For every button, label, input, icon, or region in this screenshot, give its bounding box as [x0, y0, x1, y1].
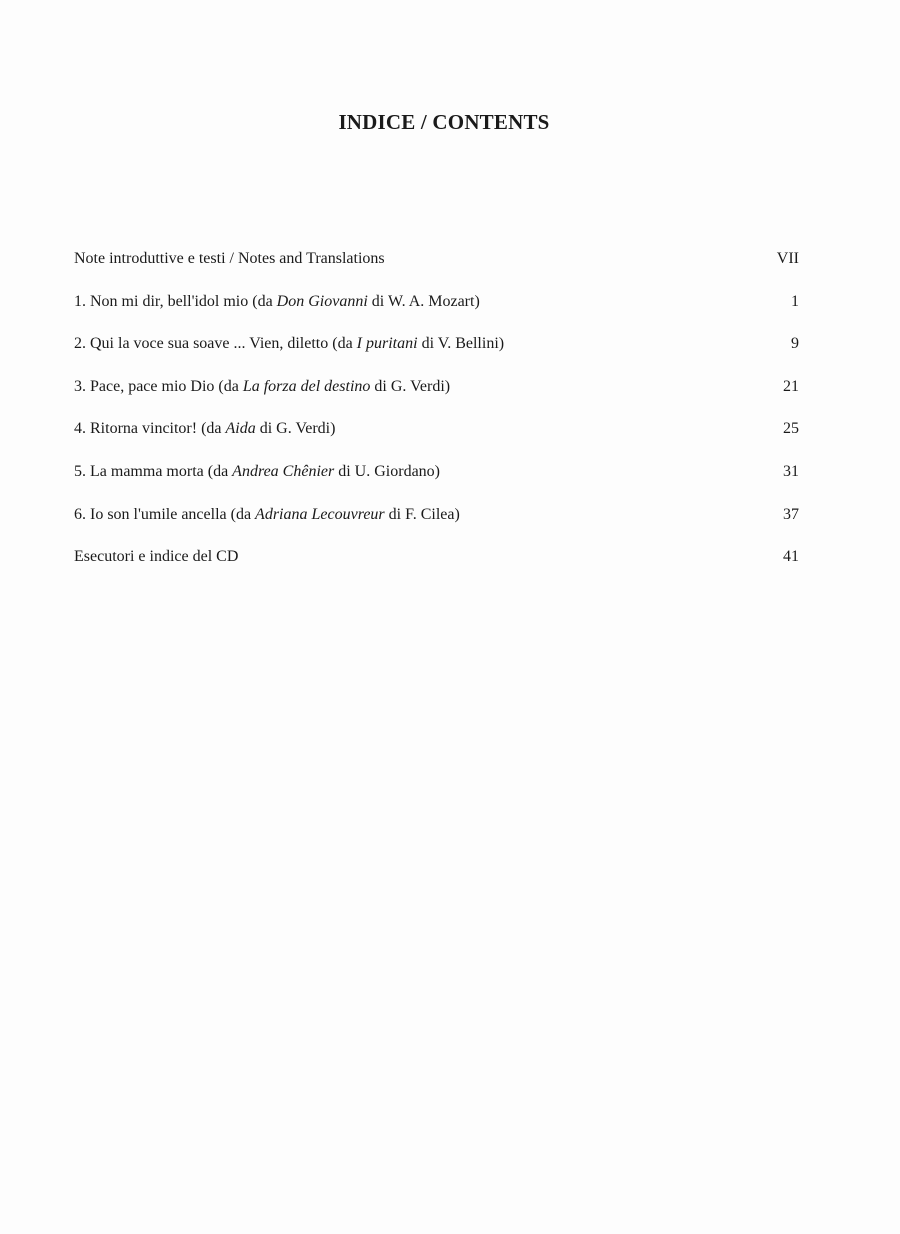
entry-suffix: di W. A. Mozart): [367, 292, 480, 310]
toc-entry-text: [74, 506, 460, 524]
opera-title: Andrea Chênier: [232, 462, 335, 480]
toc-page-number: 21: [783, 377, 799, 395]
toc-entry-2: [74, 335, 799, 378]
toc-entry-6: [74, 506, 799, 549]
toc-page-number: 37: [783, 505, 799, 523]
toc-entry-5: [74, 463, 799, 506]
toc-page-number: 41: [783, 548, 799, 566]
table-of-contents: [74, 250, 799, 591]
toc-entry-1: [74, 293, 799, 336]
toc-entry-4: [74, 420, 799, 463]
entry-prefix: 3. Pace, pace mio Dio (da: [74, 377, 243, 395]
toc-entry-text: [74, 293, 480, 311]
toc-entry-text: [74, 335, 504, 353]
opera-title: I puritani: [356, 335, 418, 353]
entry-suffix: di G. Verdi): [370, 377, 451, 395]
opera-title: La forza del destino: [242, 377, 371, 395]
toc-entry-cd: [74, 548, 799, 591]
toc-entry-text: Esecutori e indice del CD: [74, 548, 239, 566]
toc-entry-text: [74, 378, 450, 396]
page-title: INDICE / CONTENTS: [338, 110, 550, 134]
entry-prefix: 4. Ritorna vincitor! (da: [74, 420, 226, 438]
toc-page-number: 25: [783, 420, 799, 438]
entry-prefix: 5. La mamma morta (da: [74, 462, 233, 480]
toc-entry-text: Note introduttive e testi / Notes and Translations: [74, 250, 385, 267]
opera-title: Aida: [225, 420, 256, 438]
entry-suffix: di G. Verdi): [255, 420, 336, 438]
entry-suffix: di V. Bellini): [417, 335, 505, 353]
toc-page-number: 1: [791, 292, 799, 310]
entry-prefix: 2. Qui la voce sua soave ... Vien, diletto (da: [74, 335, 357, 353]
toc-entry-text: [74, 420, 335, 438]
entry-prefix: 1. Non mi dir, bell'idol mio (da: [74, 292, 277, 310]
toc-entry-text: [74, 463, 440, 481]
opera-title: Don Giovanni: [276, 292, 368, 310]
toc-page-number: 9: [791, 335, 799, 353]
toc-entry-3: [74, 378, 799, 421]
toc-page-number: VII: [776, 250, 799, 267]
entry-suffix: di U. Giordano): [334, 462, 440, 480]
toc-page-number: 31: [783, 462, 799, 480]
entry-suffix: di F. Cilea): [384, 505, 460, 523]
opera-title: Adriana Lecouvreur: [255, 505, 385, 523]
entry-prefix: 6. Io son l'umile ancella (da: [74, 505, 256, 523]
toc-entry-notes: [74, 250, 799, 293]
